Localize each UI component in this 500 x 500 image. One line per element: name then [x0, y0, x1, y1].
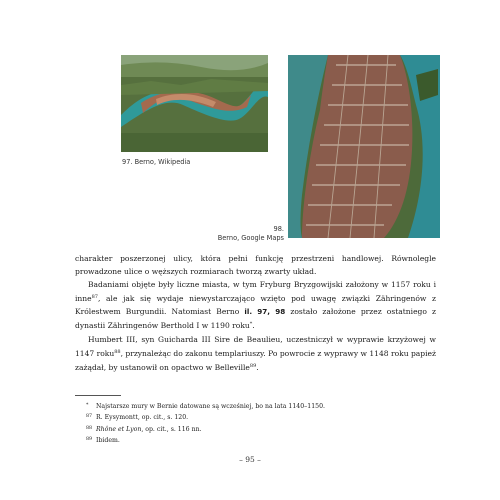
- p3-text-c: .: [256, 362, 259, 372]
- p2-text-d: .: [252, 321, 255, 331]
- page-number: – 95 –: [239, 455, 261, 464]
- footnote-mark: 88: [86, 425, 93, 431]
- figure-98-caption: [217, 225, 284, 243]
- footnote-text: Ibidem.: [96, 436, 120, 444]
- p2-text-c: zostało założone przez ostatniego z dynastii Zähringenów Berthold I w 1190 roku: [75, 307, 436, 331]
- footnote-divider: [75, 395, 121, 396]
- footnote-mark: 89: [86, 436, 93, 442]
- figure-reference: il. 97, 98: [244, 307, 286, 317]
- footnote-ref-star[interactable]: *: [249, 321, 253, 328]
- footnote-ref-89[interactable]: 89: [249, 362, 257, 369]
- footnote-ref-88[interactable]: 88: [114, 348, 121, 355]
- body-text: [75, 252, 436, 374]
- footnote-text: Najstarsze mury w Bernie datowane są wcześniej, bo na lata 1140–1150.: [96, 403, 325, 410]
- figure-97-photo: [121, 55, 268, 152]
- figure-98-photo: [288, 55, 440, 238]
- paragraph-2: [75, 278, 436, 332]
- footnote-star: [86, 401, 426, 412]
- paragraph-3: [75, 333, 436, 374]
- p2-text-b: , ale jak się wydaje niewystarczająco wzięto pod uwagę związki Zähringenów z Królestwem Burgundii. Natomiast Berno: [75, 294, 436, 317]
- footnote-title: Rhône et Lyon: [96, 425, 142, 433]
- footnote-text: , op. cit., s. 116 nn.: [141, 425, 202, 433]
- p2-text-a: Badaniami objęte były liczne miasta, w tym Fryburg Bryzgowijski założony w 1157 roku i inne: [75, 280, 436, 304]
- footnote-mark: *: [86, 403, 89, 408]
- footnotes: [86, 401, 426, 446]
- footnote-text: R. Eysymontt, op. cit., s. 120.: [96, 414, 189, 422]
- figure-97-caption: 97. Berno, Wikipedia: [122, 158, 191, 166]
- paragraph-1: charakter poszerzonej ulicy, która pełni funkcję przestrzeni handlowej. Równolegle prowadzone ulice o węższych rozmiarach tworzą zwarty układ.: [75, 254, 436, 277]
- footnote-87: [86, 412, 426, 423]
- p3-text-b: , przynależąc do zakonu templariuszy. Po powrocie z wyprawy w 1148 roku papież zażądał, by ustanowił on opactwo w Belleville: [75, 348, 436, 372]
- footnote-88: [86, 424, 426, 435]
- footnote-mark: 87: [86, 414, 93, 420]
- figure-98-caption-source: Berno, Google Maps: [217, 234, 284, 242]
- footnote-89: [86, 435, 426, 446]
- footnote-ref-87[interactable]: 87: [91, 294, 98, 301]
- figure-98-caption-number: 98.: [273, 225, 284, 233]
- p3-text-a: Humbert III, syn Guicharda III Sire de Beaulieu, uczestniczył w wyprawie krzyżowej w 1147 roku: [75, 334, 436, 358]
